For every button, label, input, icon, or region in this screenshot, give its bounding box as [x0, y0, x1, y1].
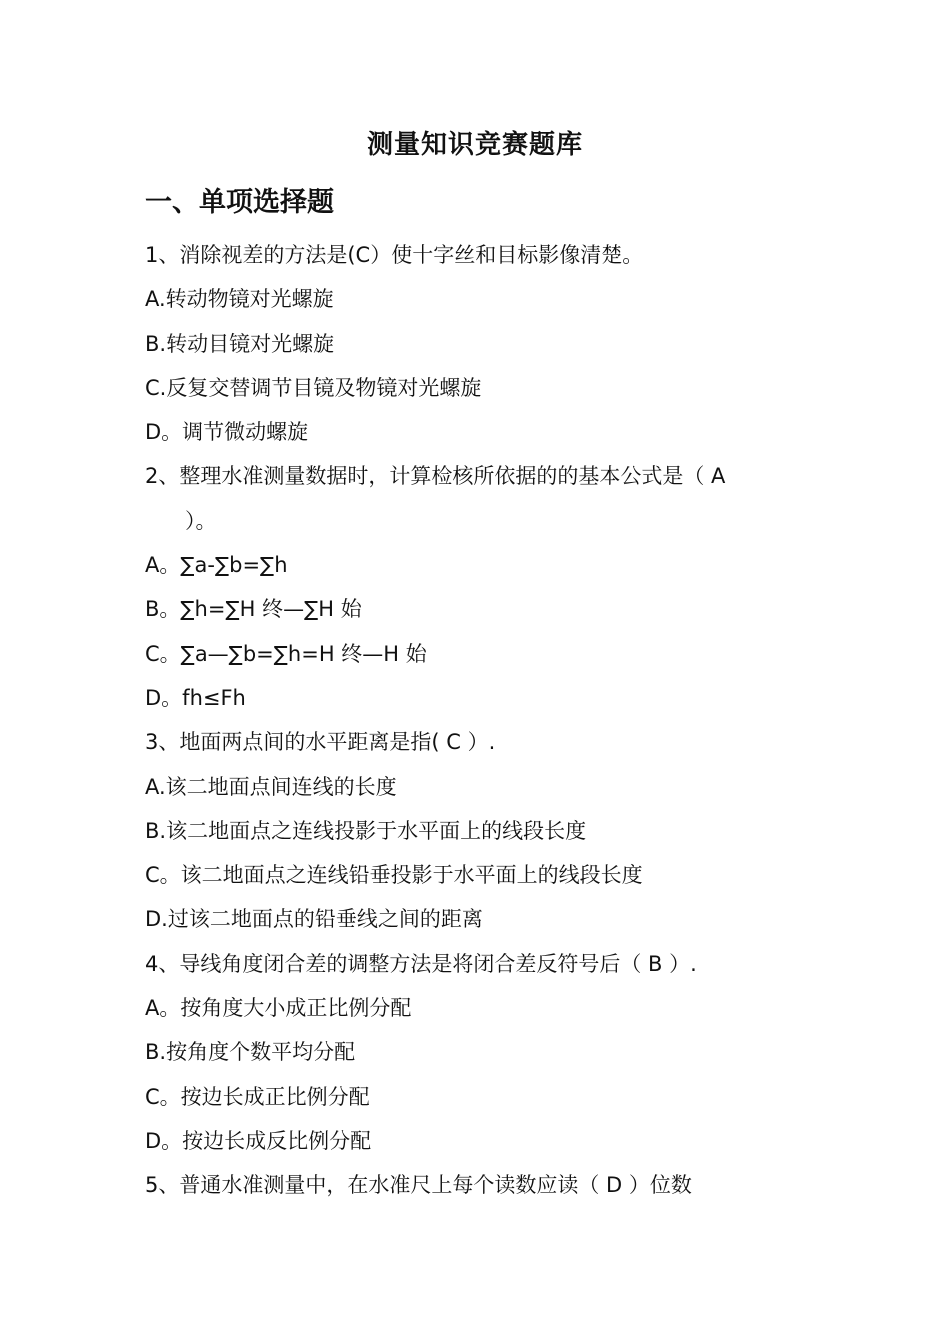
- question-4-option-d: D。按边长成反比例分配: [145, 1128, 372, 1153]
- question-4-option-a: A。按角度大小成正比例分配: [145, 996, 412, 1021]
- question-3: 3、地面两点间的水平距离是指( C ）.: [145, 730, 496, 755]
- question-2-continuation: ）。: [185, 508, 217, 533]
- question-1-option-b: B.转动目镜对光螺旋: [145, 331, 335, 356]
- question-2: 2、整理水准测量数据时，计算检核所依据的的基本公式是（ A: [145, 464, 726, 489]
- question-1-option-c: C.反复交替调节目镜及物镜对光螺旋: [145, 375, 482, 400]
- question-1-option-a: A.转动物镜对光螺旋: [145, 287, 334, 312]
- document-title: 测量知识竞赛题库: [366, 130, 583, 160]
- question-list: [145, 233, 785, 1208]
- question-1: 1、消除视差的方法是(C）使十字丝和目标影像清楚。: [145, 243, 644, 267]
- question-2-option-b: B。∑h=∑H 终—∑H 始: [145, 597, 362, 622]
- question-2-option-a: A。∑a-∑b=∑h: [145, 553, 288, 578]
- question-1-option-d: D。调节微动螺旋: [145, 420, 309, 445]
- question-3-option-d: D.过该二地面点的铅垂线之间的距离: [145, 907, 483, 932]
- question-3-option-a: A.该二地面点间连线的长度: [145, 774, 397, 799]
- section-heading: 一、单项选择题: [145, 187, 334, 218]
- question-4-option-b: B.按角度个数平均分配: [145, 1040, 356, 1065]
- question-4-option-c: C。按边长成正比例分配: [145, 1084, 370, 1109]
- question-2-option-c: C。∑a—∑b=∑h=H 终—H 始: [145, 641, 427, 666]
- question-3-option-c: C。该二地面点之连线铅垂投影于水平面上的线段长度: [145, 863, 643, 888]
- question-2-option-d: D。fh≤Fh: [145, 685, 246, 710]
- question-3-option-b: B.该二地面点之连线投影于水平面上的线段长度: [145, 818, 587, 843]
- question-4: 4、导线角度闭合差的调整方法是将闭合差反符号后（ B ）.: [145, 951, 697, 976]
- question-5: 5、普通水准测量中，在水准尺上每个读数应读（ D ）位数: [145, 1173, 692, 1198]
